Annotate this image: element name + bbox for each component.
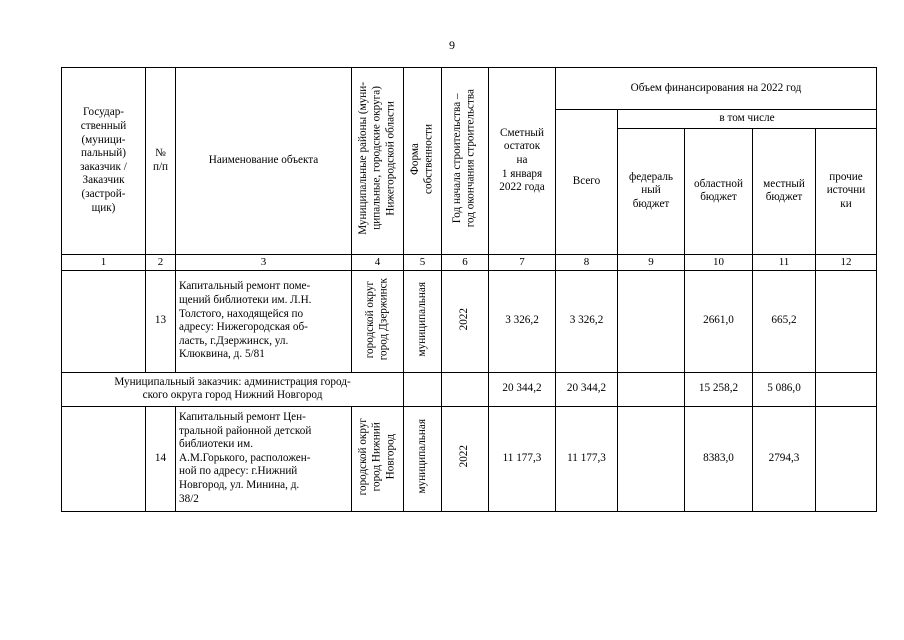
subtotal-row (62, 372, 877, 406)
cell-balance: 3 326,2 (489, 270, 556, 372)
column-number: 11 (753, 254, 816, 270)
cell-ownership (404, 270, 442, 372)
cell-total: 11 177,3 (556, 406, 618, 511)
cell-district (352, 270, 404, 372)
column-number: 5 (404, 254, 442, 270)
header-row-number: № п/п (146, 68, 176, 255)
cell-regional: 8383,0 (685, 406, 753, 511)
cell-year (442, 270, 489, 372)
column-number: 3 (176, 254, 352, 270)
cell-object-name: Капитальный ремонт поме- щений библиотеки им. Л.Н. Толстого, находящейся по адресу: Нижегородская об- ласть, г.Дзержинск, ул. Клюквина, д. 5/81 (176, 270, 352, 372)
header-federal: федераль ный бюджет (618, 128, 685, 254)
cell-year-text: 2022 (458, 445, 471, 468)
cell-customer (62, 270, 146, 372)
cell-ownership-text: муниципальная (415, 419, 428, 494)
subtotal-other (816, 372, 877, 406)
subtotal-empty-cell (404, 372, 442, 406)
header-regional: областной бюджет (685, 128, 753, 254)
column-number: 12 (816, 254, 877, 270)
cell-other (816, 270, 877, 372)
table-row (62, 406, 877, 511)
cell-row-number: 14 (146, 406, 176, 511)
subtotal-empty-cell (442, 372, 489, 406)
cell-district (352, 406, 404, 511)
column-number: 10 (685, 254, 753, 270)
column-number: 7 (489, 254, 556, 270)
table-row (62, 270, 877, 372)
cell-district-text: городской округ город Нижний Новгород (357, 417, 397, 495)
header-years (442, 68, 489, 255)
cell-federal (618, 406, 685, 511)
cell-balance: 11 177,3 (489, 406, 556, 511)
cell-ownership (404, 406, 442, 511)
header-financing: Объем финансирования на 2022 год (556, 68, 877, 110)
header-ownership-text: Форма собственности (408, 123, 435, 194)
header-total: Всего (556, 110, 618, 255)
column-number-row (62, 254, 877, 270)
cell-customer (62, 406, 146, 511)
cell-district-text: городской округ город Дзержинск (363, 277, 390, 360)
subtotal-total: 20 344,2 (556, 372, 618, 406)
cell-ownership-text: муниципальная (415, 281, 428, 357)
header-districts-text: Муниципальные районы (муни- ципальные, городские округа) Нижегородской области (357, 82, 397, 235)
header-balance: Сметный остаток на 1 января 2022 года (489, 68, 556, 255)
column-number: 9 (618, 254, 685, 270)
header-object-name: Наименование объекта (176, 68, 352, 255)
cell-federal (618, 270, 685, 372)
column-number: 2 (146, 254, 176, 270)
cell-total: 3 326,2 (556, 270, 618, 372)
column-number: 6 (442, 254, 489, 270)
subtotal-federal (618, 372, 685, 406)
page-number: 9 (449, 38, 455, 52)
cell-row-number: 13 (146, 270, 176, 372)
column-number: 4 (352, 254, 404, 270)
subtotal-local: 5 086,0 (753, 372, 816, 406)
column-number: 8 (556, 254, 618, 270)
cell-year (442, 406, 489, 511)
cell-local: 665,2 (753, 270, 816, 372)
cell-object-name: Капитальный ремонт Цен- тральной районной детской библиотеки им. А.М.Горького, расположен- ной по адресу: г.Нижний Новгород, ул. Минина, д. 38/2 (176, 406, 352, 511)
cell-year-text: 2022 (458, 307, 471, 331)
cell-regional: 2661,0 (685, 270, 753, 372)
subtotal-label: Муниципальный заказчик: администрация город- ского округа город Нижний Новгород (62, 372, 404, 406)
subtotal-regional: 15 258,2 (685, 372, 753, 406)
subtotal-balance: 20 344,2 (489, 372, 556, 406)
header-local: местный бюджет (753, 128, 816, 254)
cell-local: 2794,3 (753, 406, 816, 511)
header-districts (352, 68, 404, 255)
header-years-text: Год начала строительства – год окончания строительства (451, 89, 477, 228)
header-including: в том числе (618, 110, 877, 129)
financing-table (61, 67, 877, 512)
cell-other (816, 406, 877, 511)
header-other: прочие источни ки (816, 128, 877, 254)
header-ownership (404, 68, 442, 255)
header-customer: Государ- ственный (муници- пальный) заказчик / Заказчик (застрой- щик) (62, 68, 146, 255)
column-number: 1 (62, 254, 146, 270)
